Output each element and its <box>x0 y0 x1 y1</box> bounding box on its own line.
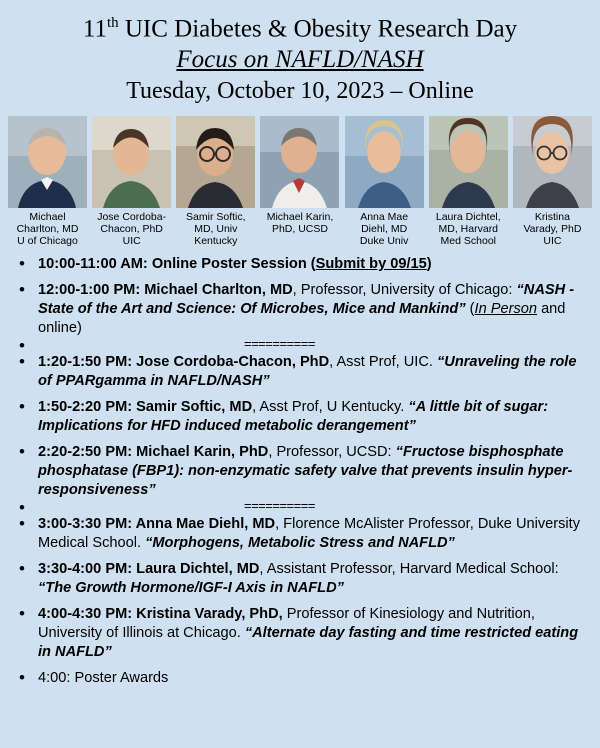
agenda-affiliation: Professor of Kinesiology and Nutrition, University of Illinois at Chicago. <box>38 606 535 642</box>
avatar <box>260 116 339 208</box>
page-title <box>0 8 600 44</box>
speaker-affiliation-line: Kentucky <box>194 235 238 248</box>
speaker-card <box>345 116 424 247</box>
agenda-talk-title: “Alternate day fasting and time restricted eating in NAFLD” <box>38 625 579 661</box>
speaker-card <box>8 116 87 247</box>
list-item-karin <box>14 443 590 500</box>
speaker-photo-strip <box>0 107 600 247</box>
page-subtitle: Focus on NAFLD/NASH <box>176 46 424 74</box>
submit-link[interactable]: Submit by 09/15 <box>315 256 427 273</box>
list-item-charlton <box>14 281 590 338</box>
agenda-talk-title: “Fructose bisphosphate phosphatase (FBP1): non-enzymatic safety valve that prevents insulin hyper-responsiveness” <box>38 444 573 499</box>
speaker-card <box>260 116 339 235</box>
agenda-time: 10:00-11:00 AM: <box>38 256 148 273</box>
agenda-body-tail: ) <box>426 256 432 273</box>
agenda-talk-title: “The Growth Hormone/IGF-I Axis in NAFLD” <box>38 580 344 597</box>
speaker-card <box>92 116 171 247</box>
speaker-affiliation-line: UIC <box>122 235 141 248</box>
agenda-speaker: Kristina Varady, PhD, <box>132 606 283 623</box>
agenda-time: 3:00-3:30 PM: <box>38 516 133 533</box>
list-item-poster-awards <box>14 669 590 688</box>
speaker-name-line: MD, Univ <box>194 223 238 236</box>
speaker-name-line: Kristina <box>534 211 570 224</box>
agenda-time: 4:00: Poster Awards <box>38 670 169 687</box>
speaker-name <box>513 211 592 247</box>
speaker-affiliation-line: Duke Univ <box>359 235 409 248</box>
agenda-affiliation: , Professor, UCSD: <box>268 444 396 461</box>
agenda-time: 2:20-2:50 PM: <box>38 444 133 461</box>
agenda-speaker: Michael Karin, PhD <box>132 444 269 461</box>
divider-2 <box>14 499 590 512</box>
avatar <box>92 116 171 208</box>
agenda-speaker: Jose Cordoba-Chacon, PhD <box>132 354 330 371</box>
agenda-body: Online Poster Session ( <box>147 256 316 273</box>
speaker-card <box>429 116 508 247</box>
agenda-talk-title: “NASH - State of the Art and Science: Of Microbes, Mice and Mankind” <box>38 282 575 318</box>
list-item-diehl <box>14 515 590 553</box>
agenda-affiliation: , Asst Prof, UIC. <box>329 354 437 371</box>
list-item-cordoba-chacon <box>14 353 590 391</box>
speaker-name-line: Charlton, MD <box>16 223 79 236</box>
speaker-card <box>513 116 592 247</box>
agenda-speaker: Michael Charlton, MD <box>140 282 293 299</box>
agenda-talk-title: “Unraveling the role of PPARgamma in NAFLD/NASH” <box>38 354 577 390</box>
speaker-name-line: Diehl, MD <box>361 223 408 236</box>
speaker-name <box>429 211 508 247</box>
speaker-name-line: Anna Mae <box>360 211 409 224</box>
agenda-speaker: Samir Softic, MD <box>132 399 253 416</box>
list-item-dichtel <box>14 560 590 598</box>
title-ordinal-suffix: th <box>106 15 119 31</box>
speaker-name <box>176 211 255 247</box>
speaker-card <box>176 116 255 247</box>
agenda-list <box>0 255 600 688</box>
agenda-affiliation: , Assistant Professor, Harvard Medical School: <box>259 561 559 578</box>
agenda-affiliation: , Professor, University of Chicago: <box>292 282 517 299</box>
speaker-name-line: Michael <box>29 211 66 224</box>
avatar <box>345 116 424 208</box>
avatar <box>429 116 508 208</box>
speaker-name-line: Jose Cordoba- <box>97 211 167 224</box>
title-rest: UIC Diabetes & Obesity Research Day <box>118 15 518 43</box>
agenda-talk-title: “A little bit of sugar: Implications for HFD induced metabolic derangement” <box>38 399 549 435</box>
agenda-speaker: Anna Mae Diehl, MD <box>132 516 276 533</box>
speaker-name <box>92 211 171 247</box>
agenda-time: 3:30-4:00 PM: <box>38 561 133 578</box>
avatar <box>513 116 592 208</box>
page-date: Tuesday, October 10, 2023 – Online <box>126 78 474 105</box>
speaker-name-line: Chacon, PhD <box>100 223 163 236</box>
agenda-affiliation: , Florence McAlister Professor, Duke University Medical School. <box>38 516 581 552</box>
agenda-affiliation: , Asst Prof, U Kentucky. <box>252 399 409 416</box>
agenda-note-underline: In Person <box>474 301 538 318</box>
divider-text: • ========== <box>244 498 315 514</box>
agenda-time: 12:00-1:00 PM: <box>38 282 141 299</box>
page-header <box>0 0 600 107</box>
speaker-affiliation-line: UIC <box>543 235 562 248</box>
title-number: 11 <box>82 15 107 43</box>
agenda-time: 1:20-1:50 PM: <box>38 354 133 371</box>
speaker-affiliation-line: U of Chicago <box>17 235 78 248</box>
list-item-varady <box>14 605 590 662</box>
agenda-time: 4:00-4:30 PM: <box>38 606 133 623</box>
speaker-name-line: Laura Dichtel, <box>435 211 501 224</box>
agenda-note-post: and online) <box>38 301 566 337</box>
agenda-talk-title: “Morphogens, Metabolic Stress and NAFLD” <box>145 535 455 552</box>
speaker-name-line: PhD, UCSD <box>271 223 328 236</box>
speaker-name-line: Varady, PhD <box>523 223 582 236</box>
list-item-poster-session <box>14 255 590 274</box>
agenda-time: 1:50-2:20 PM: <box>38 399 133 416</box>
agenda-note-pre: ( <box>465 301 475 318</box>
speaker-name <box>345 211 424 247</box>
agenda-speaker: Laura Dichtel, MD <box>132 561 260 578</box>
list-item-softic <box>14 398 590 436</box>
avatar <box>8 116 87 208</box>
divider-text: • ========== <box>244 336 315 352</box>
speaker-name-line: Samir Softic, <box>186 211 246 224</box>
divider-1 <box>14 337 590 350</box>
speaker-name-line: Michael Karin, <box>266 211 334 224</box>
speaker-affiliation-line: Med School <box>440 235 496 248</box>
speaker-name <box>260 211 339 235</box>
speaker-name <box>8 211 87 247</box>
speaker-name-line: MD, Harvard <box>438 223 499 236</box>
avatar <box>176 116 255 208</box>
